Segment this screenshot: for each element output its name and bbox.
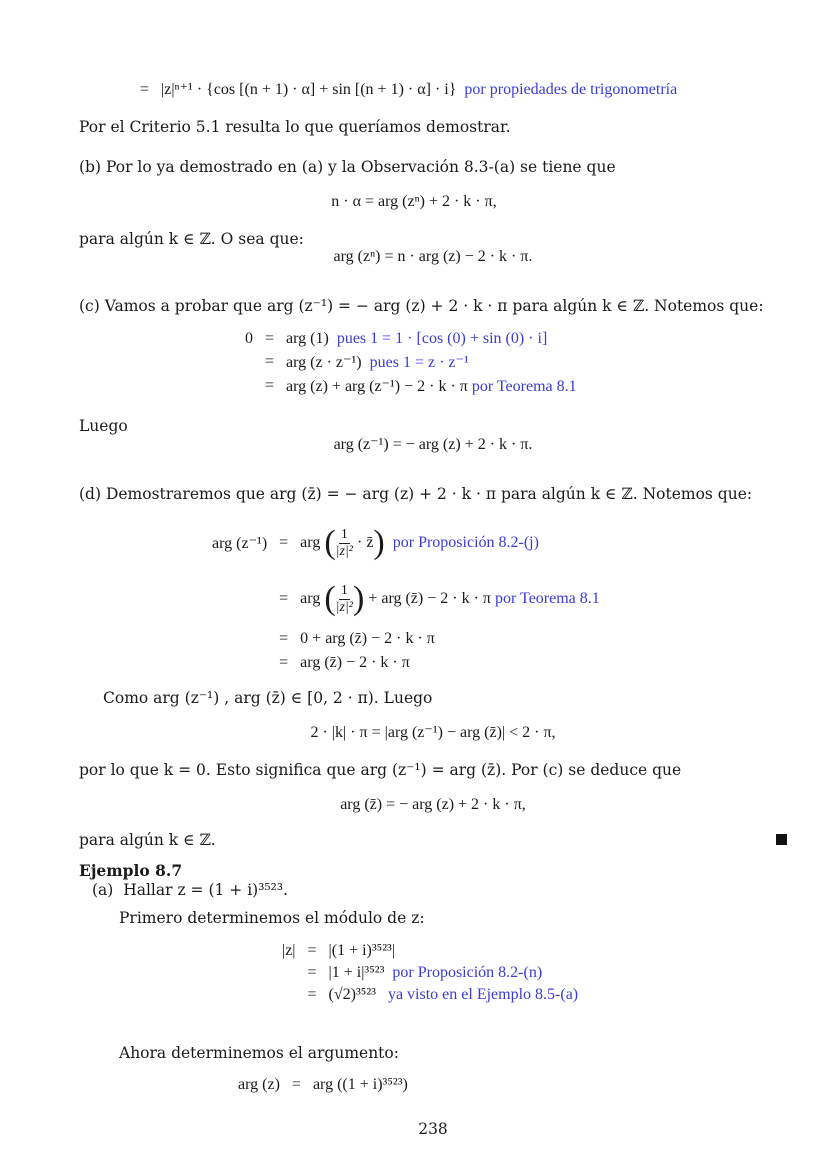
eq-text: · z̄ bbox=[356, 534, 374, 551]
eq-rhs: (√2)³⁵²³ bbox=[328, 986, 376, 1003]
modulo-derivation bbox=[282, 942, 578, 1004]
example-title: Ejemplo 8.7 bbox=[79, 861, 183, 880]
eq-note: por Proposición 8.2-(j) bbox=[392, 534, 539, 551]
eq-note: pues 1 = 1 · [cos (0) + sin (0) · i] bbox=[336, 330, 548, 347]
part-d-end: para algún k ∈ ℤ. bbox=[79, 831, 216, 849]
eq-rel: = bbox=[279, 630, 289, 647]
equation-expression: |z|ⁿ⁺¹ · {cos [(n + 1) · α] + sin [(n + 1) · α] · i} bbox=[161, 81, 457, 98]
eq-rel: = bbox=[307, 964, 317, 981]
eq-rel: = bbox=[307, 986, 317, 1003]
eq-rhs: arg ((1 + i)³⁵²³) bbox=[312, 1076, 408, 1093]
k-zero-text: por lo que k = 0. Esto significa que arg (z⁻¹) = arg (z̄). Por (c) se deduce que bbox=[79, 761, 682, 779]
part-d-final: arg (z̄) = − arg (z) + 2 · k · π, bbox=[340, 796, 526, 813]
abs-inequality: 2 · |k| · π = |arg (z⁻¹) − arg (z̄)| < 2 · π, bbox=[310, 724, 556, 741]
eq-rel: = bbox=[279, 590, 289, 607]
eq-rel: = bbox=[265, 330, 275, 347]
eq-rhs: arg (1) bbox=[286, 330, 329, 347]
part-c-result: arg (z⁻¹) = − arg (z) + 2 · k · π. bbox=[333, 436, 533, 453]
part-text: Hallar z = (1 + i)³⁵²³. bbox=[123, 881, 288, 899]
part-b-eq2: arg (zⁿ) = n · arg (z) − 2 · k · π. bbox=[333, 248, 533, 265]
part-b-intro: (b) Por lo ya demostrado en (a) y la Observación 8.3-(a) se tiene que bbox=[79, 158, 616, 176]
part-c-intro: (c) Vamos a probar que arg (z⁻¹) = − arg (z) + 2 · k · π para algún k ∈ ℤ. Notemos que: bbox=[79, 297, 764, 315]
part-d-intro: (d) Demostraremos que arg (z̄) = − arg (z) + 2 · k · π para algún k ∈ ℤ. Notemos que: bbox=[79, 485, 753, 503]
equation-note: por propiedades de trigonometría bbox=[464, 81, 678, 98]
luego-label: Luego bbox=[79, 417, 128, 435]
eq-note: por Proposición 8.2-(n) bbox=[392, 964, 543, 981]
paragraph-criterio: Por el Criterio 5.1 resulta lo que queríamos demostrar. bbox=[79, 118, 511, 136]
eq-rel: = bbox=[279, 654, 289, 671]
eq-row bbox=[286, 330, 577, 348]
eq-lhs: |z| bbox=[282, 942, 296, 959]
eq-rel: = bbox=[265, 377, 275, 394]
eq-row bbox=[329, 942, 579, 960]
arg-derivation bbox=[238, 1076, 408, 1094]
eq-rhs: 0 + arg (z̄) − 2 · k · π bbox=[300, 630, 435, 647]
eq-row bbox=[329, 964, 579, 982]
eq-rhs: |(1 + i)³⁵²³| bbox=[328, 942, 396, 959]
relation: = bbox=[140, 81, 150, 98]
modulo-intro: Primero determinemos el módulo de z: bbox=[119, 909, 425, 927]
eq-lhs: arg (z⁻¹) bbox=[212, 535, 268, 552]
eq-row: arg ( $\frac{1}{\text{|z|²}}$ · z̄ ) por Proposición 8.2-(j) bbox=[300, 524, 539, 561]
eq-lhs: 0 bbox=[245, 330, 253, 347]
part-label: (a) bbox=[92, 881, 114, 899]
fraction: $\frac{1}{\text{|z|²}}$ bbox=[335, 526, 353, 559]
eq-rel: = bbox=[265, 353, 275, 370]
eq-note: por Teorema 8.1 bbox=[471, 378, 577, 395]
como-text: Como arg (z⁻¹) , arg (z̄) ∈ [0, 2 · π). Luego bbox=[103, 689, 433, 707]
eq-row: arg ( $\frac{1}{\text{|z|²}}$ ) + arg (z̄) − 2 · k · π por Teorema 8.1 bbox=[300, 580, 600, 617]
eq-text: arg bbox=[300, 534, 321, 551]
eq-rhs: arg (z · z⁻¹) bbox=[286, 354, 362, 371]
eq-note: por Teorema 8.1 bbox=[495, 590, 600, 607]
example-part-a bbox=[92, 880, 288, 900]
part-b-text: para algún k ∈ ℤ. O sea que: bbox=[79, 230, 304, 248]
arg-intro: Ahora determinemos el argumento: bbox=[119, 1044, 399, 1062]
eq-row bbox=[286, 376, 577, 396]
part-d-derivation bbox=[212, 515, 600, 675]
qed-square-icon bbox=[776, 834, 787, 845]
eq-rel: = bbox=[291, 1076, 301, 1093]
eq-rel: = bbox=[279, 534, 289, 551]
eq-lhs: arg (z) bbox=[238, 1076, 280, 1093]
fraction: $\frac{1}{\text{|z|²}}$ bbox=[335, 582, 353, 615]
eq-text: arg bbox=[300, 590, 321, 607]
eq-rhs: arg (z) + arg (z⁻¹) − 2 · k · π bbox=[286, 378, 468, 395]
eq-note: pues 1 = z · z⁻¹ bbox=[369, 354, 469, 371]
part-b-eq1: n · α = arg (zⁿ) + 2 · k · π, bbox=[331, 193, 497, 210]
eq-row bbox=[286, 352, 577, 372]
page-number: 238 bbox=[418, 1120, 448, 1138]
eq-rel: = bbox=[307, 942, 317, 959]
part-c-derivation bbox=[245, 330, 577, 396]
eq-rhs: |1 + i|³⁵²³ bbox=[328, 964, 385, 981]
eq-text: + arg (z̄) − 2 · k · π bbox=[368, 590, 491, 607]
top-equation bbox=[140, 80, 677, 100]
eq-rhs: arg (z̄) − 2 · k · π bbox=[300, 654, 410, 671]
eq-note: ya visto en el Ejemplo 8.5-(a) bbox=[387, 986, 579, 1003]
eq-row bbox=[329, 986, 579, 1004]
